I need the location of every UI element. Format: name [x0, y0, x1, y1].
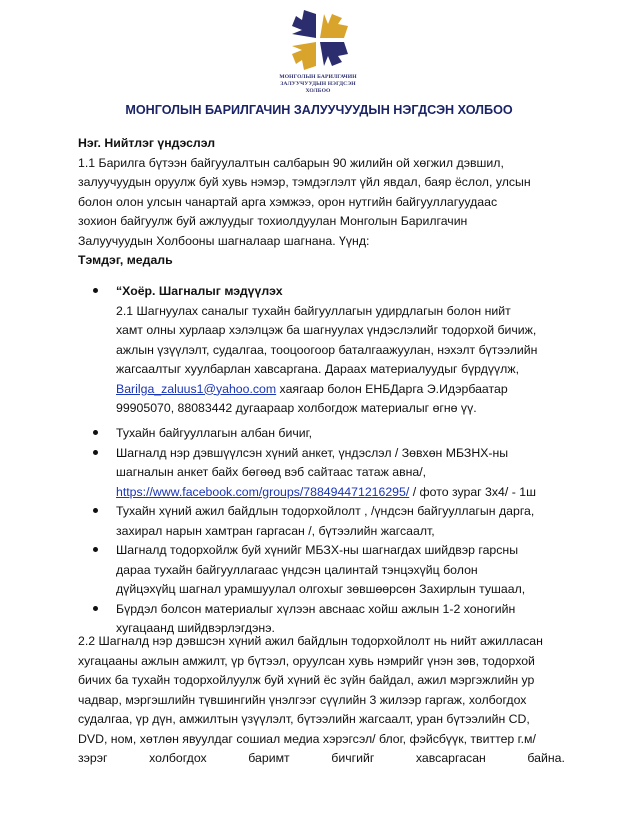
paragraph-line: залуучуудын оруулж буй хувь нэмэр, тэмдэглэлт үйл явдал, баяр ёслол, улсын	[78, 175, 531, 189]
list-item	[78, 424, 568, 444]
paragraph-word: байна.	[527, 751, 565, 765]
logo-caption-line: ХОЛБОО	[305, 87, 331, 94]
paragraph-word: хавсаргасан	[415, 751, 486, 765]
facebook-group-link[interactable]: https://www.facebook.com/groups/788494471216295/	[116, 484, 410, 499]
list-item-line: Шагналд тодорхойлж буй хүнийг МБЗХ-ны шагнагдах шийдвэр гарсны	[116, 543, 519, 557]
bullet-dot-icon	[93, 288, 98, 293]
email-link[interactable]: Barilga_zaluus1@yahoo.com	[116, 381, 277, 396]
paragraph-line: зохион байгуулж буй ажлуудыг тохиолдуулан Монголын Барилгачин	[78, 214, 468, 228]
list-item-line: шагналын анкет байх бөгөөд вэб сайтаас татаж авна/,	[116, 465, 427, 479]
list-item	[78, 502, 568, 541]
paragraph-line: хугацааны ажлын амжилт, үр бүтээл, оруулсан хувь нэмрийг үнэн зөв, тодорхой	[78, 653, 535, 668]
list-item-line: дараа тухайн байгууллагаас үндсэн цалинтай тэнцэхүйц болон	[116, 562, 478, 577]
list-item-line: Тухайн байгууллагын албан бичиг,	[116, 426, 313, 440]
paragraph-line: 2.2 Шагналд нэр дэвшсэн хүний ажил байдлын тодорхойлолт нь нийт ажилласан	[78, 634, 543, 648]
list-item-line: хугацаанд шийдвэрлэгдэнэ.	[116, 621, 275, 635]
bullet-list-secondary	[78, 424, 568, 639]
organization-logo	[268, 8, 368, 102]
bullet-dot-icon	[93, 606, 98, 611]
list-item-line	[116, 483, 568, 503]
bullet-dot-icon	[93, 508, 98, 513]
list-item-line: Тухайн хүний ажил байдлын тодорхойлолт , /үндсэн байгууллагын дарга,	[116, 504, 535, 518]
paragraph-word: зэрэг	[78, 751, 108, 765]
paragraph-line: судалгаа, үр дүн, амжилтын үзүүлэлт, бүтээлийн жагсаалт, уран бүтээлийн CD,	[78, 712, 530, 726]
bullet-list-primary	[78, 282, 568, 419]
section-2-2	[78, 632, 565, 769]
list-item-line: Бүрдэл болсон материалыг хүлээн авснаас хойш ажлын 1-2 хоногийн	[116, 601, 516, 616]
paragraph-line: 1.1 Барилга бүтээн байгуулалтын салбарын 90 жилийн ой хөгжил дэвшил,	[78, 155, 504, 170]
logo-caption-line: МОНГОЛЫН БАРИЛГАЧИН	[279, 74, 357, 80]
list-item	[78, 541, 568, 600]
list-item-line: жагсаалтыг хуулбарлан хавсаргана. Дараах материалуудыг бүрдүүлж,	[116, 362, 519, 376]
paragraph-line: болон олон улсын чанартай арга хэмжээ, орон нутгийн байгууллагуудаас	[78, 194, 498, 209]
list-item-line: ажлын үзүүлэлт, судалгаа, тооцоогоор баталгаажуулан, нэхэлт бүтээлийн	[116, 342, 538, 357]
paragraph-word: баримт	[248, 751, 290, 765]
list-item-text: хаягаар болон ЕНБДарга Э.Идэрбаатар	[276, 381, 508, 396]
list-item-text: / фото зураг 3х4/ - 1ш	[409, 484, 536, 499]
paragraph-line: DVD, ном, хөтлөн явуулдаг сошиал медиа хэрэгсэл/ блог, фэйсбүүк, твиттер г.м/	[78, 731, 536, 746]
paragraph-word: холбогдох	[149, 751, 207, 765]
logo-caption-line: ЗАЛУУЧУУДЫН НЭГДСЭН	[280, 80, 356, 87]
logo-caption	[268, 74, 368, 94]
list-item-title: “Хоёр. Шагналыг мэдүүлэх	[116, 284, 283, 298]
document-heading: МОНГОЛЫН БАРИЛГАЧИН ЗАЛУУЧУУДЫН НЭГДСЭН ХОЛБОО	[125, 103, 513, 117]
list-item-line: хамт олны хурлаар хэлэлцэж ба шагнуулах үндэслэлийг тодорхой бичиж,	[116, 323, 537, 337]
list-item	[78, 444, 568, 503]
list-item-line: захирал нарын хамтран гаргасан /, бүтээлийн жагсаалт,	[116, 523, 435, 538]
list-item-line: 2.1 Шагнуулах саналыг тухайн байгууллагын удирдлагын болон нийт	[116, 303, 511, 318]
paragraph-last-line	[78, 749, 565, 769]
paragraph-line: Залуучуудын Холбооны шагналаар шагнана. Үүнд:	[78, 233, 370, 248]
logo-emblem-icon	[286, 8, 350, 72]
awards-title: Тэмдэг, медаль	[78, 253, 173, 267]
paragraph-line: чадвар, мэргэшлийн түвшингийн үнэлгээг сүүлийн 3 жилээр гаргаж, холбогдох	[78, 692, 527, 707]
list-item-line: 99905070, 88083442 дугаараар холбогдож материалыг өгнө үү.	[116, 401, 477, 415]
paragraph-line: бичих ба тухайн тодорхойлуулж буй хүний ёс зүйн байдал, ажил мэргэжлийн ур	[78, 673, 535, 687]
list-item-line: дүйцэхүйц шагнал урамшуулал олгохыг зөвшөөрсөн Захирлын тушаал,	[116, 582, 526, 596]
intro-section	[78, 134, 563, 271]
bullet-dot-icon	[93, 450, 98, 455]
section-title: Нэг. Нийтлэг үндэслэл	[78, 136, 216, 150]
list-item-line: Шагналд нэр дэвшүүлсэн хүний анкет, үндэслэл / Зөвхөн МБЗНХ-ны	[116, 445, 509, 460]
paragraph-word: бичгийг	[331, 751, 375, 765]
list-item-line	[116, 380, 568, 400]
bullet-dot-icon	[93, 430, 98, 435]
bullet-dot-icon	[93, 547, 98, 552]
list-item	[78, 282, 568, 419]
